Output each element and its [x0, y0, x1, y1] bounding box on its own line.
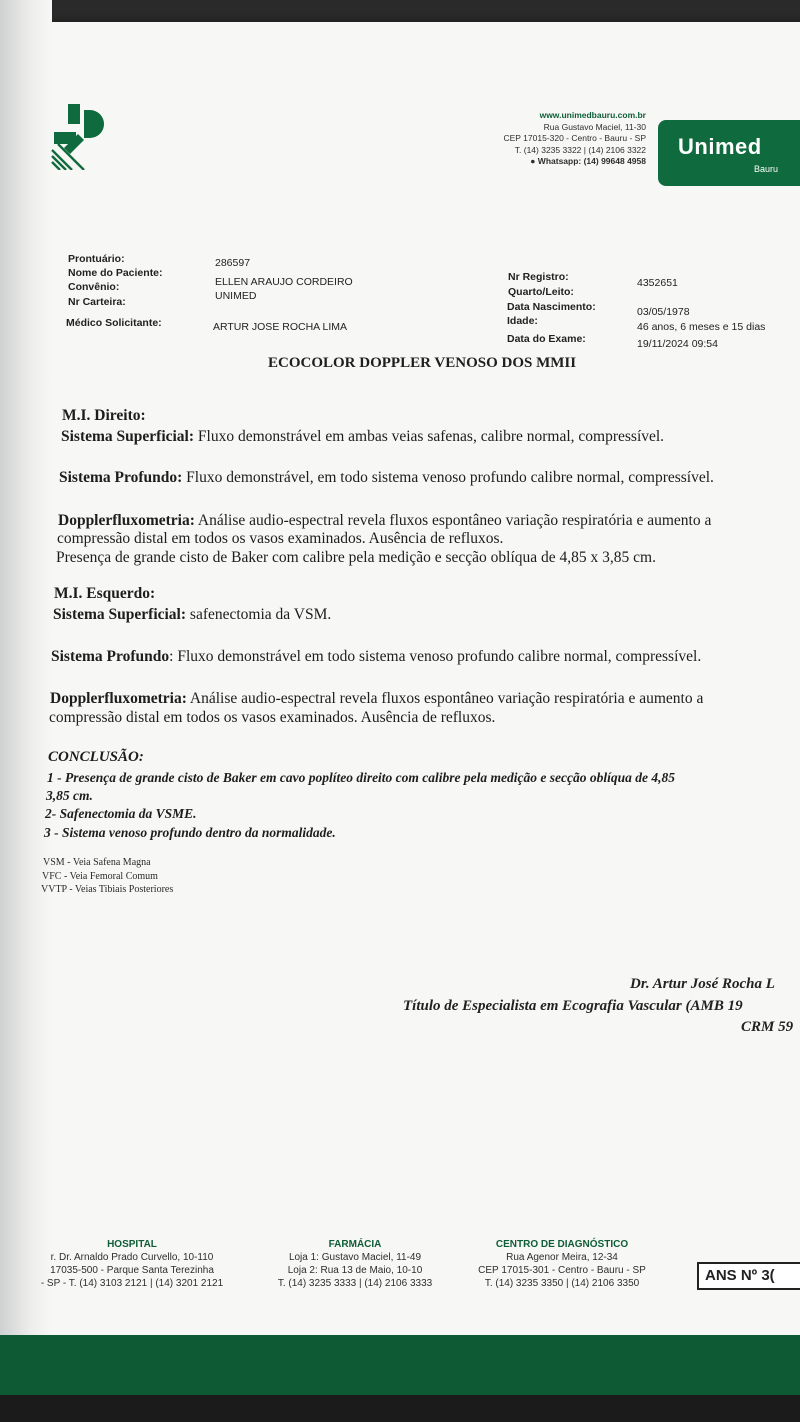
brand-city: Bauru	[754, 164, 779, 174]
left-superficial-line	[53, 606, 331, 624]
signature-crm: CRM 59	[741, 1019, 794, 1035]
footer-cd-line-3: T. (14) 3235 3350 | (14) 2106 3350	[484, 1278, 640, 1289]
right-profundo-label: Sistema Profundo:	[59, 469, 183, 486]
abbreviation-vfc: VFC - Veia Femoral Comum	[42, 871, 158, 882]
left-doppler-line-1	[50, 690, 703, 708]
left-profundo-text: : Fluxo demonstrável em todo sistema venoso profundo calibre normal, compressível.	[169, 648, 702, 665]
brand-badge	[658, 120, 800, 186]
right-doppler-text-2: compressão distal em todos os vasos examinados. Ausência de refluxos.	[57, 530, 504, 547]
left-superficial-text: safenectomia da VSM.	[186, 606, 332, 623]
conclusion-heading: CONCLUSÃO:	[48, 749, 144, 765]
prontuario-value: 286597	[215, 257, 251, 269]
left-doppler-text-1: Análise audio-espectral revela fluxos espontâneo variação respiratória e aumento a	[186, 690, 704, 707]
footer-farmacia-title: FARMÁCIA	[328, 1239, 382, 1250]
unimed-logo-icon	[50, 102, 120, 170]
nome-label: Nome do Paciente:	[68, 267, 163, 279]
left-doppler-text-2: compressão distal em todos os vasos examinados. Ausência de refluxos.	[49, 709, 496, 726]
abbreviation-vsm: VSM - Veia Safena Magna	[43, 857, 151, 868]
carteira-label: Nr Carteira:	[68, 296, 126, 308]
right-profundo-line	[59, 469, 714, 487]
brand-name: Unimed	[678, 134, 762, 159]
footer-farmacia-line-3: T. (14) 3235 3333 | (14) 2106 3333	[277, 1278, 433, 1289]
right-superficial-label: Sistema Superficial:	[61, 428, 195, 445]
footer-hospital-line-3: - SP - T. (14) 3103 2121 | (14) 3201 2121	[40, 1278, 224, 1289]
footer-centro-diagnostico	[462, 1238, 662, 1290]
convenio-label: Convênio:	[68, 281, 120, 293]
nascimento-value: 03/05/1978	[637, 306, 690, 318]
conclusion-item-3: 3 - Sistema venoso profundo dentro da normalidade.	[44, 825, 336, 840]
footer-farmacia	[255, 1238, 455, 1290]
signature-name: Dr. Artur José Rocha L	[630, 976, 775, 992]
whatsapp-text	[470, 156, 646, 168]
contact-block	[470, 110, 646, 168]
footer-cd-line-2: CEP 17015-301 - Centro - Bauru - SP	[478, 1265, 646, 1276]
exame-label: Data do Exame:	[507, 333, 586, 345]
right-doppler-label: Dopplerfluxometria:	[58, 512, 195, 529]
whatsapp-icon: ●	[530, 156, 536, 166]
nome-value: ELLEN ARAUJO CORDEIRO	[215, 276, 353, 288]
medico-label: Médico Solicitante:	[66, 317, 162, 329]
right-doppler-text-1: Análise audio-espectral revela fluxos espontâneo variação respiratória e aumento a	[194, 512, 712, 529]
ans-badge: ANS Nº 3(	[697, 1262, 800, 1290]
conclusion-item-1a: 1 - Presença de grande cisto de Baker em cavo poplíteo direito com calibre pela medição e secção oblíqua de 4,85	[47, 770, 675, 785]
address-line-2: CEP 17015-320 - Centro - Bauru - SP	[503, 133, 646, 143]
left-profundo-line	[51, 648, 701, 666]
binder-spine	[0, 0, 52, 1422]
background-bottom	[0, 1395, 800, 1422]
right-leg-heading: M.I. Direito:	[62, 407, 146, 424]
footer-farmacia-line-1: Loja 1: Gustavo Maciel, 11-49	[288, 1252, 422, 1263]
report-title: ECOCOLOR DOPPLER VENOSO DOS MMII	[268, 355, 577, 371]
footer-hospital-line-2: 17035-500 - Parque Santa Terezinha	[50, 1265, 214, 1276]
medico-value: ARTUR JOSE ROCHA LIMA	[213, 321, 347, 333]
conclusion-item-2: 2- Safenectomia da VSME.	[45, 806, 197, 821]
conclusion-item-1b: 3,85 cm.	[46, 788, 93, 803]
right-baker-text: Presença de grande cisto de Baker com calibre pela medição e secção oblíqua de 4,85 x 3,85 cm.	[56, 549, 656, 566]
left-superficial-label: Sistema Superficial:	[53, 606, 187, 623]
document-page	[18, 22, 800, 1352]
phones-text: T. (14) 3235 3322 | (14) 2106 3322	[514, 144, 646, 155]
address-line-1: Rua Gustavo Maciel, 11-30	[543, 121, 646, 132]
quarto-label: Quarto/Leito:	[508, 286, 574, 298]
signature-title: Título de Especialista em Ecografia Vascular (AMB 19	[403, 998, 743, 1014]
footer-farmacia-line-2: Loja 2: Rua 13 de Maio, 10-10	[287, 1265, 423, 1276]
nascimento-label: Data Nascimento:	[507, 301, 596, 313]
footer-cd-title: CENTRO DE DIAGNÓSTICO	[495, 1239, 629, 1250]
website-text: www.unimedbauru.com.br	[539, 110, 646, 120]
right-superficial-line	[61, 428, 664, 446]
whatsapp-number: Whatsapp: (14) 99648 4958	[537, 156, 646, 166]
left-profundo-label: Sistema Profundo	[51, 648, 170, 665]
registro-label: Nr Registro:	[508, 271, 569, 283]
footer-hospital	[22, 1238, 242, 1290]
left-doppler-label: Dopplerfluxometria:	[50, 690, 187, 707]
right-superficial-text: Fluxo demonstrável em ambas veias safenas, calibre normal, compressível.	[194, 428, 665, 445]
right-doppler-line-1	[58, 512, 711, 530]
prontuario-label: Prontuário:	[68, 253, 125, 265]
footer-hospital-title: HOSPITAL	[107, 1239, 157, 1250]
exame-value: 19/11/2024 09:54	[637, 338, 718, 350]
idade-value: 46 anos, 6 meses e 15 dias	[637, 321, 766, 333]
right-profundo-text: Fluxo demonstrável, em todo sistema venoso profundo calibre normal, compressível.	[182, 469, 714, 486]
footer-cd-line-1: Rua Agenor Meira, 12-34	[506, 1252, 618, 1263]
left-leg-heading: M.I. Esquerdo:	[54, 585, 156, 602]
footer-hospital-line-1: r. Dr. Arnaldo Prado Curvello, 10-110	[50, 1252, 214, 1263]
abbreviation-vvtp: VVTP - Veias Tibiais Posteriores	[41, 884, 174, 895]
registro-value: 4352651	[637, 277, 678, 289]
convenio-value: UNIMED	[215, 290, 257, 302]
idade-label: Idade:	[507, 315, 538, 327]
